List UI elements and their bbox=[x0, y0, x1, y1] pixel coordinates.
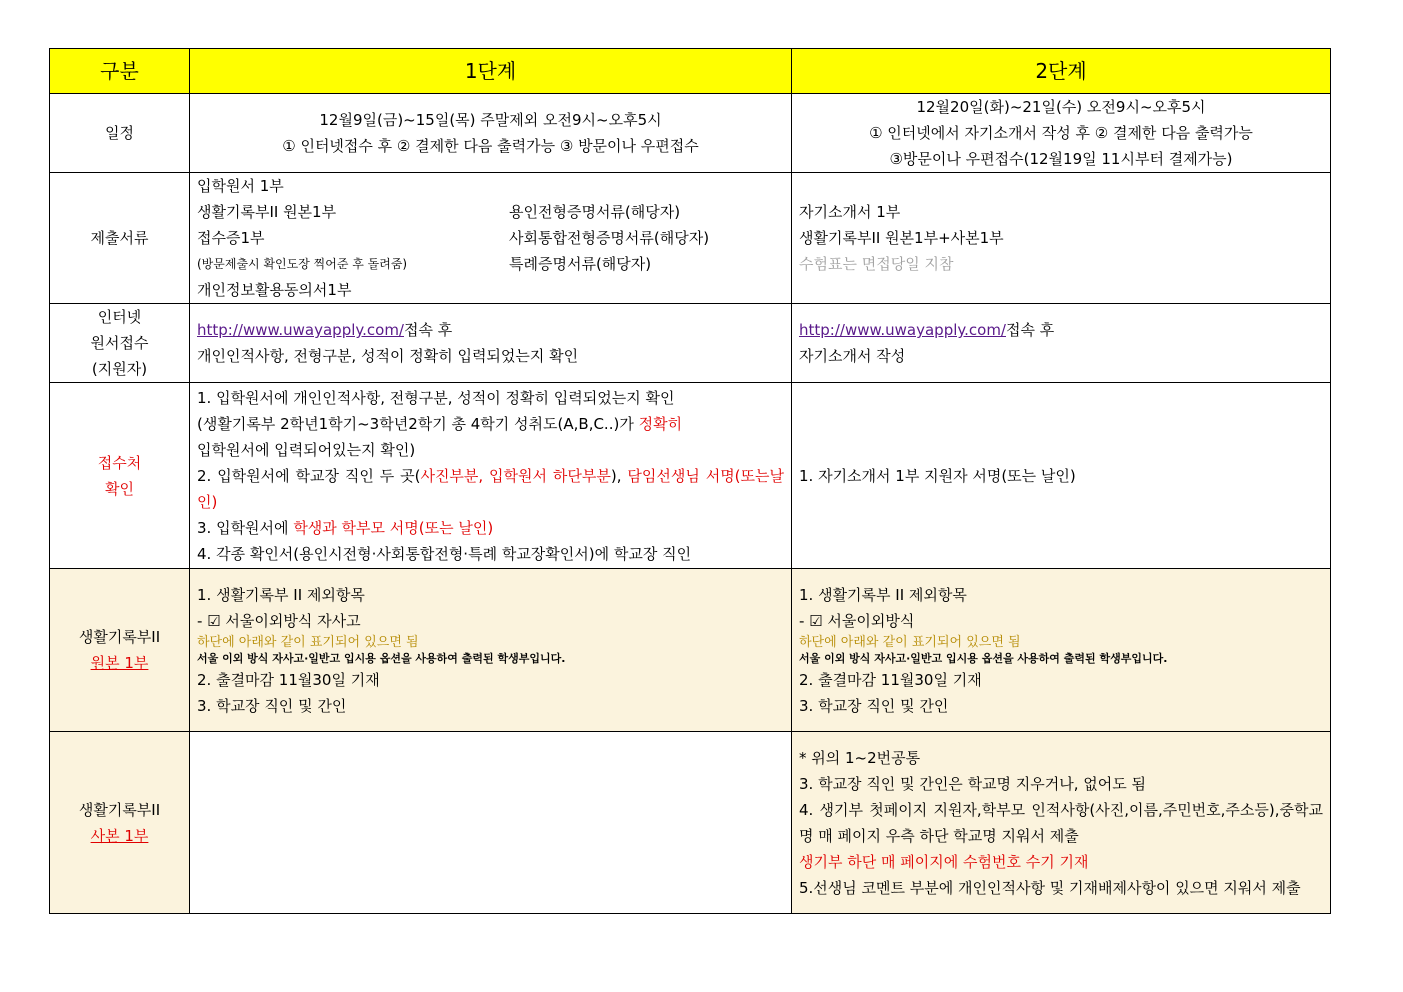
original-s1-l4: 3. 학교장 직인 및 간인 bbox=[197, 696, 347, 715]
original-stage1 bbox=[190, 569, 792, 732]
copy-stage2 bbox=[792, 732, 1331, 914]
check-l4a: 2. 입학원서에 학교장 직인 두 곳( bbox=[197, 466, 421, 485]
admission-table bbox=[49, 48, 1331, 914]
original-row bbox=[50, 569, 1331, 732]
check-label-2: 확인 bbox=[105, 479, 134, 498]
doc-s1-a2: 생활기록부II 원본1부 bbox=[197, 203, 337, 221]
schedule-row bbox=[50, 94, 1331, 173]
original-label bbox=[50, 569, 190, 732]
original-s2-note: 하단에 아래와 같이 표기되어 있으면 됨 bbox=[799, 634, 1021, 650]
check-l4d: 담임선생님 서명(또는날인) bbox=[197, 466, 785, 511]
header-stage2: 2단계 bbox=[792, 49, 1331, 94]
schedule-stage2 bbox=[792, 94, 1331, 173]
doc-s2-3: 수험표는 면접당일 지참 bbox=[799, 255, 954, 273]
original-s1-note: 하단에 아래와 같이 표기되어 있으면 됨 bbox=[197, 634, 419, 650]
online-label bbox=[50, 304, 190, 383]
doc-s1-b2: 사회통합전형증명서류(해당자) bbox=[509, 229, 710, 247]
doc-s2-2: 생활기록부II 원본1부+사본1부 bbox=[799, 229, 1004, 247]
check-l4c: ), bbox=[610, 466, 628, 485]
copy-stage1-empty bbox=[190, 732, 792, 914]
check-l1: 1. 입학원서에 개인인적사항, 전형구분, 성적이 정확히 입력되었는지 확인 bbox=[197, 388, 675, 407]
documents-row bbox=[50, 173, 1331, 304]
check-stage2: 1. 자기소개서 1부 지원자 서명(또는 날인) bbox=[792, 383, 1331, 569]
copy-label bbox=[50, 732, 190, 914]
original-s2-l3: 2. 출결마감 11월30일 기재 bbox=[799, 670, 982, 689]
check-stage1 bbox=[190, 383, 792, 569]
schedule-s2-line3: ③방문이나 우편접수(12월19일 11시부터 결제가능) bbox=[889, 150, 1233, 168]
uway-link-stage2[interactable]: http://www.uwayapply.com/ bbox=[799, 321, 1006, 339]
copy-l1: * 위의 1~2번공통 bbox=[799, 748, 921, 767]
schedule-s1-line1: 12월9일(금)~15일(목) 주말제외 오전9시~오후5시 bbox=[319, 111, 662, 129]
check-label-1: 접수처 bbox=[97, 453, 142, 472]
online-label-3: (지원자) bbox=[91, 360, 148, 378]
original-s2-l2: - ☑ 서울이외방식 bbox=[799, 611, 915, 630]
header-category: 구분 bbox=[50, 49, 190, 94]
copy-label-2: 사본 1부 bbox=[90, 826, 149, 845]
copy-l4: 생기부 하단 매 페이지에 수험번호 수기 기재 bbox=[799, 852, 1089, 871]
copy-l3: 4. 생기부 첫페이지 지원자,학부모 인적사항(사진,이름,주민번호,주소등),중학교명 매 페이지 우측 하단 학교명 지워서 제출 bbox=[799, 800, 1323, 845]
online-stage1 bbox=[190, 304, 792, 383]
original-label-1: 생활기록부II bbox=[78, 628, 161, 646]
check-label bbox=[50, 383, 190, 569]
check-l2b: 정확히 bbox=[638, 414, 683, 433]
online-label-2: 원서접수 bbox=[90, 334, 149, 352]
uway-link-stage1[interactable]: http://www.uwayapply.com/ bbox=[197, 321, 404, 339]
documents-stage2 bbox=[792, 173, 1331, 304]
header-stage1: 1단계 bbox=[190, 49, 792, 94]
schedule-stage1 bbox=[190, 94, 792, 173]
doc-s1-a1: 입학원서 1부 bbox=[197, 177, 284, 195]
online-s2-line2: 자기소개서 작성 bbox=[799, 347, 906, 365]
copy-l2: 3. 학교장 직인 및 간인은 학교명 지우거나, 없어도 됨 bbox=[799, 774, 1147, 793]
original-s1-stamp: 서울 이외 방식 자사고·일반고 입시용 옵션을 사용하여 출력된 학생부입니다. bbox=[197, 651, 566, 665]
original-label-2: 원본 1부 bbox=[90, 654, 149, 672]
doc-s1-b1: 용인전형증명서류(해당자) bbox=[509, 203, 681, 221]
original-s2-l1: 1. 생활기록부 II 제외항목 bbox=[799, 585, 967, 604]
doc-s1-a5: 개인정보활용동의서1부 bbox=[197, 281, 352, 299]
check-l4b: 사진부분, 입학원서 하단부분 bbox=[420, 466, 611, 485]
original-s2-stamp: 서울 이외 방식 자사고·일반고 입시용 옵션을 사용하여 출력된 학생부입니다. bbox=[799, 651, 1168, 665]
doc-s2-1: 자기소개서 1부 bbox=[799, 203, 901, 221]
copy-row bbox=[50, 732, 1331, 914]
online-after-2: 접속 후 bbox=[1006, 321, 1055, 339]
original-s1-l2: - ☑ 서울이외방식 자사고 bbox=[197, 611, 361, 630]
original-stage2 bbox=[792, 569, 1331, 732]
original-s1-l1: 1. 생활기록부 II 제외항목 bbox=[197, 585, 365, 604]
schedule-s2-line2: ① 인터넷에서 자기소개서 작성 후 ② 결제한 다음 출력가능 bbox=[869, 124, 1253, 142]
schedule-s1-line2: ① 인터넷접수 후 ② 결제한 다음 출력가능 ③ 방문이나 우편접수 bbox=[282, 137, 699, 155]
online-after-1: 접속 후 bbox=[404, 321, 453, 339]
copy-label-1: 생활기록부II bbox=[78, 800, 161, 819]
online-s1-line2: 개인인적사항, 전형구분, 성적이 정확히 입력되었는지 확인 bbox=[197, 347, 579, 365]
documents-stage1 bbox=[190, 173, 792, 304]
schedule-s2-line1: 12월20일(화)~21일(수) 오전9시~오후5시 bbox=[916, 98, 1206, 116]
documents-label: 제출서류 bbox=[50, 173, 190, 304]
check-l6: 4. 각종 확인서(용인시전형·사회통합전형·특례 학교장확인서)에 학교장 직인 bbox=[197, 544, 692, 563]
header-row bbox=[50, 49, 1331, 94]
original-s2-l4: 3. 학교장 직인 및 간인 bbox=[799, 696, 949, 715]
online-label-1: 인터넷 bbox=[97, 308, 142, 326]
check-row bbox=[50, 383, 1331, 569]
copy-l5: 5.선생님 코멘트 부분에 개인인적사항 및 기재배제사항이 있으면 지워서 제출 bbox=[799, 878, 1301, 897]
doc-s1-a4: (방문제출시 확인도장 찍어준 후 돌려줌) bbox=[197, 257, 408, 271]
online-row bbox=[50, 304, 1331, 383]
schedule-label: 일정 bbox=[50, 94, 190, 173]
check-l2a: (생활기록부 2학년1학기~3학년2학기 총 4학기 성취도(A,B,C..)가 bbox=[197, 414, 639, 433]
check-l5a: 3. 입학원서에 bbox=[197, 518, 294, 537]
check-l5b: 학생과 학부모 서명(또는 날인) bbox=[293, 518, 494, 537]
doc-s1-b3: 특례증명서류(해당자) bbox=[509, 255, 652, 273]
online-stage2 bbox=[792, 304, 1331, 383]
doc-s1-a3: 접수증1부 bbox=[197, 229, 265, 247]
check-l3: 입학원서에 입력되어있는지 확인) bbox=[197, 440, 416, 459]
original-s1-l3: 2. 출결마감 11월30일 기재 bbox=[197, 670, 380, 689]
